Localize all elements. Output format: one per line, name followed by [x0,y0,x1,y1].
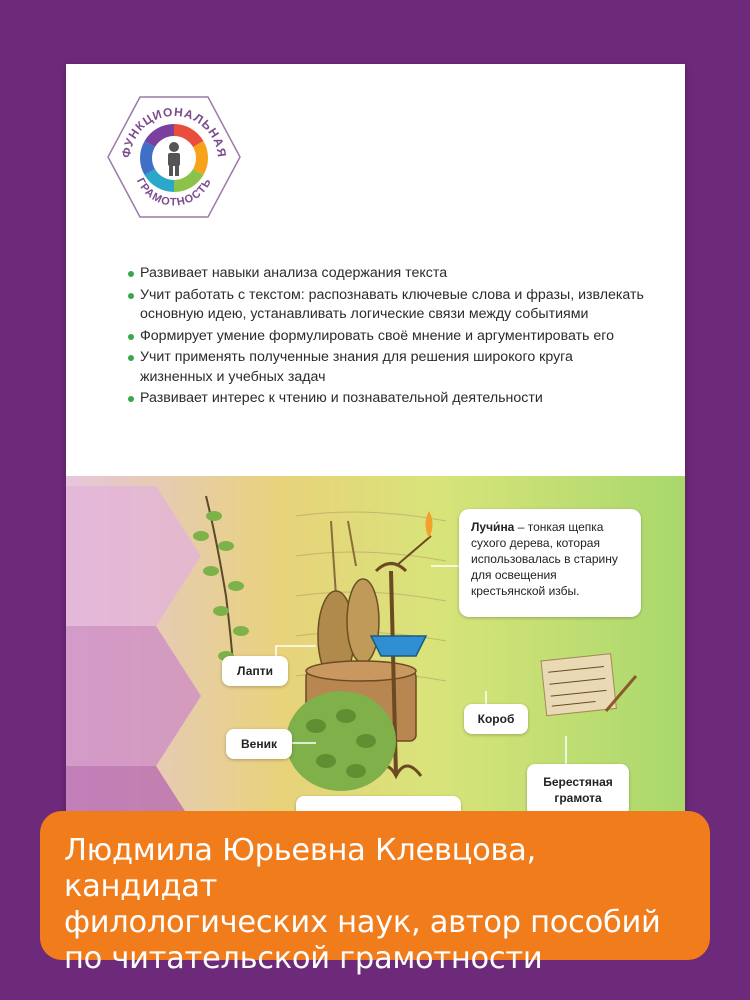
author-line-2: филологических наук, автор пособий [64,905,661,940]
badge-bottom-text: ГРАМОТНОСТЬ [133,176,215,209]
list-item: Учит работать с текстом: распознавать ключевые слова и фразы, извлекать основную идею, устанавливать логические связи между событиями [128,286,648,325]
label-berestyanaya-gramota [527,764,629,816]
author-caption [64,833,694,977]
list-item: Учит применять полученные знания для решения широкого круга жизненных и учебных задач [128,348,648,387]
book-page [66,64,685,824]
label-korob: Короб [464,704,528,734]
luchina-term: Лучи́на [471,520,515,534]
gramota-line2: грамота [554,791,602,805]
badge-arc-text: ФУНКЦИОНАЛЬНАЯ [118,104,230,159]
author-line-1: Людмила Юрьевна Клевцова, кандидат [64,833,536,904]
gramota-line1: Берестяная [543,775,613,789]
list-item: Формирует умение формулировать своё мнение и аргументировать его [128,327,648,347]
author-line-3: по читательской грамотности [64,941,543,976]
list-item: Развивает навыки анализа содержания текста [128,264,648,284]
functional-literacy-badge [106,94,242,220]
feature-list [128,264,648,411]
badge-hexagon-icon [106,94,242,220]
luchina-definition-box [459,509,641,617]
label-venik: Веник [226,729,292,759]
label-lapti: Лапти [222,656,288,686]
author-banner [40,811,710,976]
list-item: Развивает интерес к чтению и познавательной деятельности [128,389,648,409]
luchina-definition: – тонкая щепка сухого дерева, которая использовалась в старину для освещения крестьянской избы. [471,520,618,598]
